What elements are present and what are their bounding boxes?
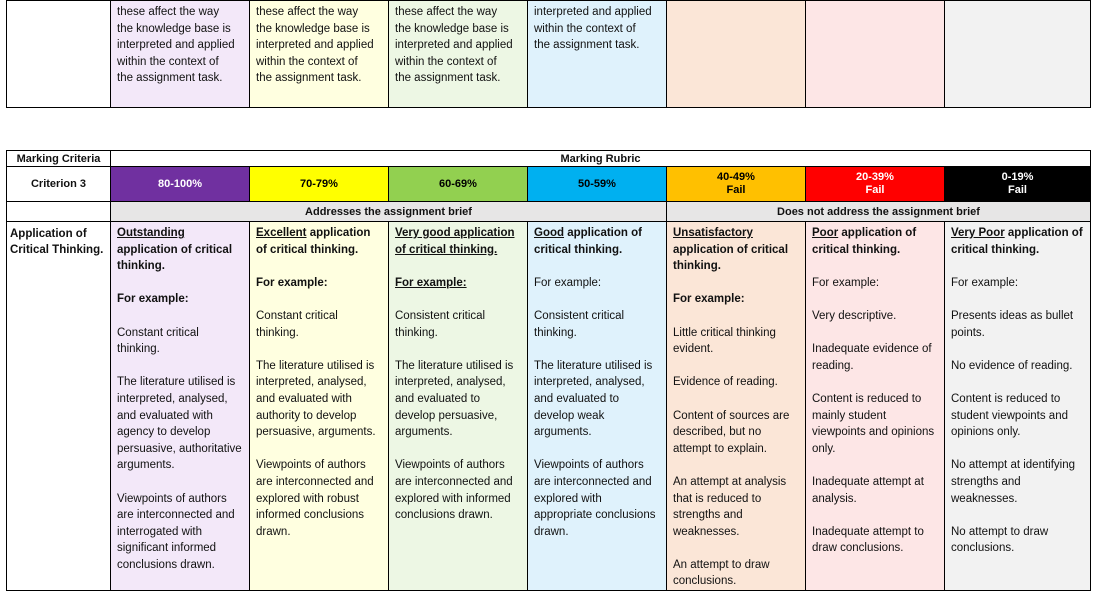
descriptor-very-poor	[945, 222, 1091, 591]
band-cell-green	[389, 1, 528, 108]
text-line: Viewpoints of authors are interconnected and interrogated with significant informed conclusions drawn.	[117, 492, 235, 571]
text-line: the assignment task.	[534, 39, 640, 52]
text-line: Content is reduced to student viewpoints and opinions only.	[951, 392, 1068, 439]
text-line: Viewpoints of authors are interconnected and explored with informed conclusions drawn.	[395, 459, 513, 522]
cell-text	[528, 1, 666, 54]
band-50-59	[528, 167, 667, 202]
text-line: Fail	[1008, 184, 1027, 196]
descriptor-very-good	[389, 222, 528, 591]
spacer	[812, 325, 938, 342]
band-60-69	[389, 167, 528, 202]
spacer	[812, 507, 938, 524]
descriptor-good	[528, 222, 667, 591]
spacer	[673, 391, 799, 408]
text-line: Good	[534, 227, 565, 239]
spacer	[534, 441, 660, 458]
text-line: An attempt at analysis that is reduced to strengths and weaknesses.	[673, 475, 787, 538]
text-line: within the context of	[395, 55, 497, 68]
text-line: For example:	[534, 276, 602, 289]
text-line: 20-39%	[856, 171, 894, 183]
header-row	[7, 151, 1091, 167]
text-line: Inadequate attempt at analysis.	[812, 475, 924, 505]
spacer	[256, 341, 382, 358]
spacer	[256, 258, 382, 275]
text-line: Viewpoints of authors are interconnected and explored with robust informed conclusions drawn.	[256, 459, 374, 538]
text-line: application of critical thinking.	[534, 227, 642, 256]
text-line: Constant critical thinking.	[256, 309, 338, 339]
text-line: Presents ideas as bullet points.	[951, 309, 1074, 339]
text-line: Constant critical thinking.	[117, 326, 199, 356]
spacer	[812, 258, 938, 275]
band-20-39	[806, 167, 945, 202]
spacer	[951, 374, 1084, 391]
spacer	[673, 540, 799, 557]
text-line: Consistent critical thinking.	[534, 309, 625, 339]
text-line: Very descriptive.	[812, 309, 897, 322]
text-line	[111, 222, 249, 573]
cell-text	[250, 1, 388, 87]
text-line: The literature utilised is interpreted, analysed, and evaluated to develop persuasive, arguments.	[395, 359, 514, 439]
text-line: Fail	[865, 184, 885, 196]
text-line: the assignment task.	[117, 72, 223, 85]
descriptor-excellent	[250, 222, 389, 591]
text-line: For example:	[256, 276, 328, 289]
criterion-name: Application of Critical Thinking.	[10, 228, 104, 256]
text-line	[250, 222, 388, 540]
text-line: Very Poor	[951, 227, 1005, 239]
descriptor-poor	[806, 222, 945, 591]
cell-text	[111, 1, 249, 87]
previous-criterion-table	[6, 0, 1091, 108]
addresses-brief-label: Addresses the assignment brief	[111, 202, 667, 222]
cell-text	[389, 1, 527, 87]
text-line: application of critical thinking.	[673, 243, 789, 273]
text-line: 80-100%	[157, 177, 203, 190]
descriptor-unsatisfactory	[667, 222, 806, 591]
spacer	[534, 341, 660, 358]
spacer	[673, 358, 799, 375]
text-line	[812, 225, 938, 258]
band-40-49	[667, 167, 806, 202]
spacer	[673, 308, 799, 325]
text-line	[673, 225, 799, 275]
spacer	[951, 341, 1084, 358]
criterion-name-cell	[7, 222, 111, 591]
text-line: Outstanding	[117, 227, 185, 239]
band-cell-grey	[945, 1, 1091, 108]
text-line: these affect the way	[256, 6, 359, 18]
text-line: Consistent critical thinking.	[395, 309, 486, 339]
text-line: application of critical thinking.	[256, 227, 371, 256]
text-line: the assignment task.	[256, 72, 362, 85]
text-line: Inadequate attempt to draw conclusions.	[812, 525, 924, 555]
text-line	[528, 222, 666, 540]
criterion-row	[7, 222, 1091, 591]
text-line: The literature utilised is interpreted, analysed, and evaluated with authority to develop persuasive, arguments.	[256, 359, 376, 439]
text-line: Viewpoints of authors are interconnected and explored with appropriate conclusions drawn.	[534, 459, 656, 538]
text-line: For example:	[673, 293, 745, 306]
text-line: the knowledge base is	[395, 22, 509, 35]
spacer	[395, 291, 521, 308]
spacer	[673, 457, 799, 474]
text-line	[806, 222, 944, 557]
text-line: Content is reduced to mainly student viewpoints and opinions only.	[812, 392, 935, 455]
text-line: the knowledge base is	[117, 22, 231, 35]
band-row	[7, 167, 1091, 202]
spacer	[951, 441, 1084, 458]
spacer	[673, 275, 799, 292]
text-line: For example:	[812, 276, 880, 289]
criterion-cell-empty	[7, 1, 111, 108]
text-line: Poor	[812, 227, 839, 239]
text-line: these affect the way	[395, 6, 498, 18]
band-70-79	[250, 167, 389, 202]
band-0-19	[945, 167, 1091, 202]
text-line: Content of sources are described, but no attempt to explain.	[673, 409, 790, 455]
text-line: 60-69%	[439, 177, 477, 190]
text-line	[256, 225, 382, 258]
previous-criterion-row	[7, 1, 1091, 108]
spacer	[534, 258, 660, 275]
text-line: within the context of	[256, 55, 358, 68]
text-line: within the context of	[117, 55, 219, 68]
text-line	[389, 222, 527, 524]
section-row	[7, 202, 1091, 222]
text-line: interpreted and applied	[395, 39, 513, 52]
text-line: 50-59%	[578, 177, 616, 190]
band-cell-red	[806, 1, 945, 108]
spacer	[951, 507, 1084, 524]
text-line	[667, 222, 805, 590]
spacer	[812, 291, 938, 308]
spacer	[117, 308, 243, 325]
text-line: within the context of	[534, 22, 636, 35]
spacer	[395, 258, 521, 275]
text-line: For example:	[117, 293, 189, 306]
marking-criteria-heading: Marking Criteria	[7, 151, 111, 167]
text-line: 0-19%	[1001, 171, 1034, 183]
text-line: the knowledge base is	[256, 22, 370, 35]
text-line	[951, 225, 1084, 258]
text-line: No attempt at identifying strengths and weaknesses.	[951, 459, 1076, 505]
text-line: Unsatisfactory	[673, 227, 753, 239]
text-line: For example:	[951, 276, 1019, 289]
marking-rubric-table	[6, 150, 1091, 591]
text-line: these affect the way	[117, 6, 220, 18]
text-line	[395, 225, 521, 258]
text-line: The literature utilised is interpreted, analysed, and evaluated to develop weak arguments.	[534, 359, 653, 439]
band-cell-orange	[667, 1, 806, 108]
text-line: Excellent	[256, 227, 307, 239]
text-line: Evidence of reading.	[673, 376, 778, 389]
text-line: Fail	[726, 184, 746, 196]
spacer	[117, 474, 243, 491]
text-line: The literature utilised is interpreted, analysed, and evaluated with agency to develop persuasive, authoritative arguments.	[117, 376, 242, 472]
band-cell-blue	[528, 1, 667, 108]
spacer	[256, 291, 382, 308]
spacer	[534, 291, 660, 308]
spacer	[117, 358, 243, 375]
text-line: Inadequate evidence of reading.	[812, 343, 932, 372]
spacer	[812, 457, 938, 474]
text-line: interpreted and applied	[117, 39, 235, 52]
text-line	[945, 222, 1090, 557]
text-line: Little critical thinking evident.	[673, 326, 776, 356]
text-line: No evidence of reading.	[951, 359, 1073, 372]
spacer	[256, 441, 382, 458]
marking-rubric-heading: Marking Rubric	[111, 151, 1091, 167]
text-line: interpreted and applied	[534, 6, 652, 18]
band-cell-purple	[111, 1, 250, 108]
text-line: No attempt to draw conclusions.	[951, 525, 1049, 555]
spacer	[395, 441, 521, 458]
spacer	[395, 341, 521, 358]
text-line: application of critical thinking.	[951, 227, 1083, 256]
criterion-label: Criterion 3	[7, 167, 111, 202]
band-80-100	[111, 167, 250, 202]
spacer	[951, 258, 1084, 275]
text-line: 40-49%	[717, 171, 755, 183]
spacer	[812, 374, 938, 391]
text-line: the assignment task.	[395, 72, 501, 85]
text-line: application of critical thinking.	[812, 227, 917, 256]
descriptor-outstanding	[111, 222, 250, 591]
text-line: For example:	[395, 276, 467, 289]
text-line: interpreted and applied	[256, 39, 374, 52]
band-cell-yellow	[250, 1, 389, 108]
text-line: Very good application of critical thinking.	[395, 227, 515, 256]
spacer	[951, 291, 1084, 308]
text-line: application of critical thinking.	[117, 243, 233, 273]
section-spacer	[7, 202, 111, 222]
text-line	[117, 225, 243, 275]
text-line	[534, 225, 660, 258]
spacer	[117, 275, 243, 292]
text-line: 70-79%	[300, 177, 338, 190]
not-address-brief-label: Does not address the assignment brief	[667, 202, 1091, 222]
text-line: An attempt to draw conclusions.	[673, 558, 770, 588]
